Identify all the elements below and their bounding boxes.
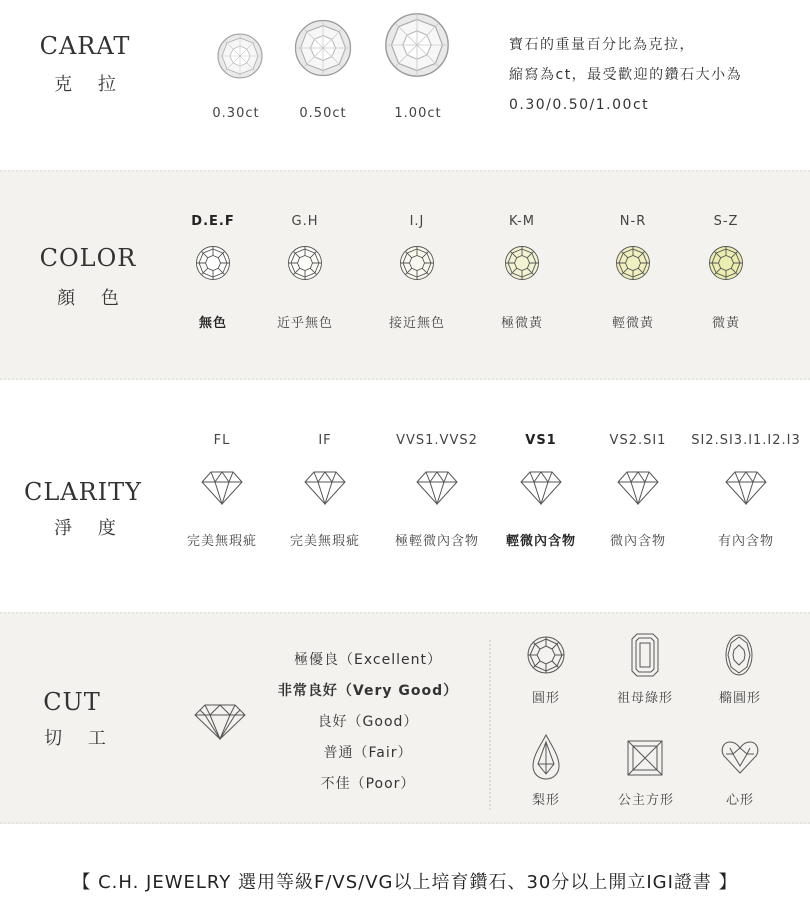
color-grade-code: D.E.F [191, 214, 235, 229]
color-diamond-icon [195, 245, 231, 285]
carat-description [509, 30, 799, 120]
carat-size-label: 1.00ct [394, 106, 442, 121]
clarity-diamond-icon [520, 471, 562, 509]
shape-label-princess: 公主方形 [617, 793, 675, 808]
shape-label-oval: 橢圓形 [718, 691, 762, 706]
carat-desc-line: 縮寫為ct，最受歡迎的鑽石大小為 [509, 67, 743, 83]
clarity-grade-code: SI2.SI3.I1.I2.I3 [691, 433, 801, 448]
color-grade-code: G.H [291, 214, 319, 229]
clarity-grade-name: 微內含物 [609, 534, 667, 549]
color-title: COLOR [39, 244, 137, 272]
round-shape-icon [526, 635, 566, 675]
diamond-030ct-icon [216, 32, 264, 80]
clarity-grade-code: IF [318, 433, 332, 448]
clarity-diamond-icon [201, 471, 243, 509]
diamond-side-icon [193, 703, 247, 741]
color-grade-name: 極微黃 [500, 316, 544, 331]
cut-grade: 普通（Fair） [323, 745, 413, 761]
shape-label-pear: 梨形 [531, 793, 561, 808]
clarity-diamond-icon [416, 471, 458, 509]
color-grade-name: 近乎無色 [276, 316, 334, 331]
color-grade-name: 無色 [198, 316, 228, 331]
clarity-title: CLARITY [23, 478, 143, 506]
clarity-section [0, 380, 810, 612]
clarity-subtitle: 淨 度 [54, 518, 126, 539]
color-subtitle: 顏 色 [57, 288, 129, 309]
carat-size-label: 0.30ct [212, 106, 260, 121]
color-grade-code: K-M [508, 214, 536, 229]
cut-title: CUT [43, 688, 101, 716]
diamond-100ct-icon [383, 11, 451, 79]
clarity-grade-name: 輕微內含物 [505, 534, 577, 549]
clarity-diamond-icon [617, 471, 659, 509]
cut-grade-list [278, 645, 458, 800]
color-grade-code: I.J [409, 214, 425, 229]
color-grade-name: 接近無色 [388, 316, 446, 331]
color-diamond-icon [399, 245, 435, 285]
cut-grade: 不佳（Poor） [320, 776, 416, 792]
oval-shape-icon [724, 633, 754, 677]
clarity-grade-code: FL [213, 433, 231, 448]
color-section [0, 170, 810, 380]
carat-section [0, 0, 810, 170]
cut-grade-selected: 非常良好（Very Good） [277, 683, 459, 699]
carat-title: CARAT [39, 32, 131, 60]
cut-grade: 良好（Good） [317, 714, 419, 730]
shape-label-heart: 心形 [725, 793, 755, 808]
color-grade-code: S-Z [713, 214, 739, 229]
carat-desc-line: 0.30/0.50/1.00ct [509, 97, 650, 113]
color-grade-code: N-R [619, 214, 647, 229]
cut-grade: 極優良（Excellent） [294, 652, 442, 668]
color-diamond-icon [615, 245, 651, 285]
clarity-grade-name: 完美無瑕疵 [289, 534, 361, 549]
shape-label-emerald: 祖母綠形 [616, 691, 674, 706]
color-grade-name: 輕微黃 [611, 316, 655, 331]
emerald-shape-icon [631, 633, 659, 677]
clarity-grade-code: VS1 [525, 433, 557, 448]
clarity-diamond-icon [304, 471, 346, 509]
cut-divider [489, 640, 491, 810]
clarity-grade-name: 完美無瑕疵 [186, 534, 258, 549]
shape-label-round: 圓形 [531, 691, 561, 706]
diamond-050ct-icon [293, 18, 353, 78]
clarity-grade-code: VVS1.VVS2 [396, 433, 478, 448]
princess-shape-icon [627, 740, 663, 776]
carat-size-label: 0.50ct [299, 106, 347, 121]
clarity-diamond-icon [725, 471, 767, 509]
clarity-grade-name: 有內含物 [717, 534, 775, 549]
clarity-grade-code: VS2.SI1 [609, 433, 667, 448]
cut-subtitle: 切 工 [44, 728, 116, 749]
footer-note: 【 C.H. JEWELRY 選用等級F/VS/VG以上培育鑽石、30分以上開立IGI證書 】 [72, 872, 738, 893]
heart-shape-icon [721, 740, 759, 774]
color-diamond-icon [708, 245, 744, 285]
clarity-grade-name: 極輕微內含物 [394, 534, 480, 549]
color-grade-name: 微黃 [711, 316, 741, 331]
color-diamond-icon [504, 245, 540, 285]
carat-subtitle: 克 拉 [54, 74, 126, 95]
color-diamond-icon [287, 245, 323, 285]
pear-shape-icon [532, 734, 560, 780]
carat-desc-line: 寶石的重量百分比為克拉， [509, 37, 695, 53]
